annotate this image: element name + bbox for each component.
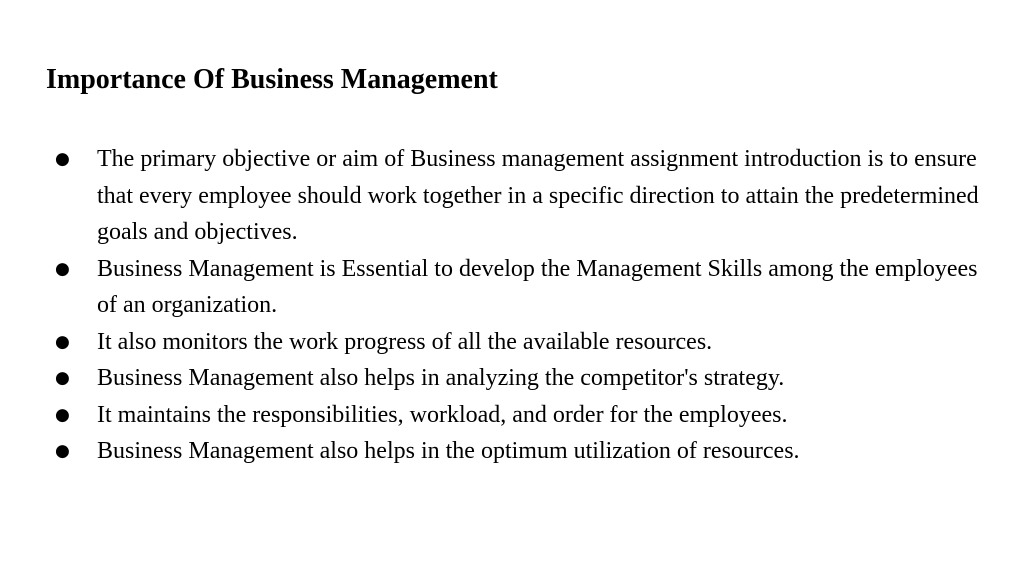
bullet-dot-icon: ● bbox=[55, 404, 70, 425]
bullet-text: Business Management also helps in the optimum utilization of resources. bbox=[97, 438, 800, 464]
bullet-dot-icon: ● bbox=[55, 368, 70, 388]
bullet-list bbox=[46, 141, 986, 470]
bullet-dot-icon: ● bbox=[55, 331, 70, 352]
bullet-dot-icon: ● bbox=[55, 258, 70, 279]
list-item bbox=[46, 251, 986, 324]
list-item bbox=[46, 397, 986, 434]
list-item bbox=[46, 360, 986, 397]
slide-title: Importance Of Business Management bbox=[46, 64, 498, 95]
bullet-text: Business Management is Essential to develop the Management Skills among the employees of an organization. bbox=[97, 255, 978, 318]
list-item bbox=[46, 324, 986, 361]
list-item bbox=[46, 433, 986, 470]
bullet-dot-icon: ● bbox=[55, 441, 70, 461]
bullet-text: It also monitors the work progress of all the available resources. bbox=[97, 328, 713, 355]
bullet-text: Business Management also helps in analyzing the competitor's strategy. bbox=[97, 365, 785, 391]
bullet-text: The primary objective or aim of Business management assignment introduction is to ensure that every employee should work together in a specific direction to attain the predetermined goals and objectives. bbox=[97, 146, 979, 245]
list-item bbox=[46, 141, 986, 251]
bullet-text: It maintains the responsibilities, workload, and order for the employees. bbox=[97, 401, 788, 428]
bullet-dot-icon: ● bbox=[55, 149, 70, 169]
